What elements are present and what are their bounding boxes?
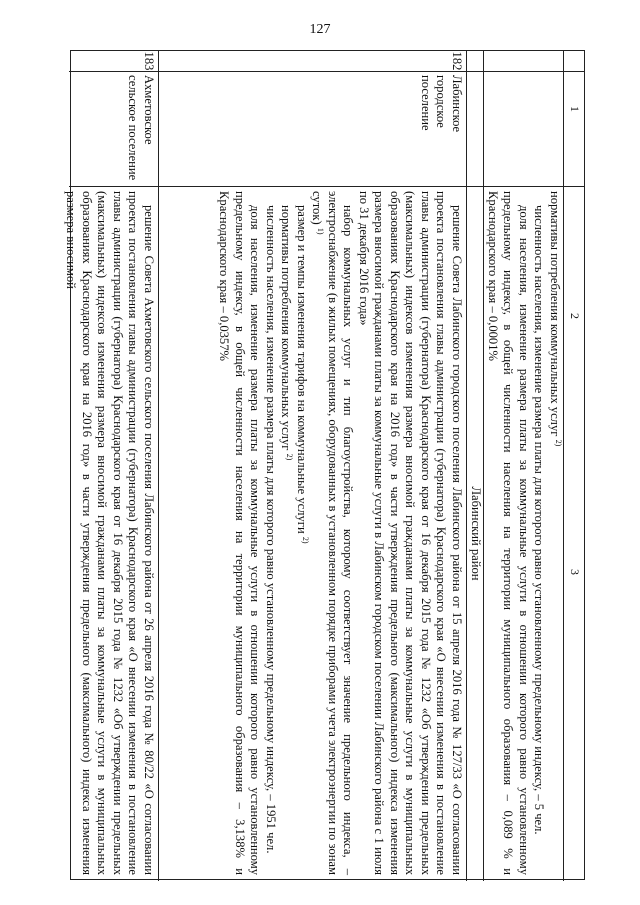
row-183-decision: решение Совета Ахметовского сельского поселения Лабинского района от 26 апреля 2016 года № 80/22 «О согласовании проекта постановления главы администрации (губернатора) Краснодарского края «О внесении изменения в постановление главы администрации (губернатора) Краснодарского края от 16 декабря 2015 года № 1232 «Об утверждении предельных (максимальных) индексов изменения размера вносимой гражданами платы за коммунальные услуги в муниципальных образованиях Краснодарского края на 2016 год» в части утверждения предельного (максимального) индекса изменения размера вносимой [64,191,156,875]
row-182-name: Лабинское городское поселение [419,75,464,133]
rotated-table [64,50,585,880]
continued-norm-sup: 2) [554,439,564,447]
row-182-norm-sup: 2) [285,453,295,461]
row-divider-1 [483,51,484,881]
row-183-number: 183 [142,51,156,71]
column-divider-1 [69,71,584,72]
row-divider-3 [158,51,159,881]
row-182-share: доля населения, изменение размера платы за коммунальные услуги в отношении которого равно установленному предельному индексу, в общей численности населения на территории муниципального образования – 3,138% и Краснодарского края – 0,0357% [217,191,263,875]
page-number: 127 [309,22,331,37]
header-col-1: 1 [568,106,582,112]
row-182-tariff: размер и темпы изменения тарифов на коммунальные услуги [295,205,309,534]
row-183-text [64,191,156,875]
row-182-services: набор коммунальных услуг и тип благоустройства, которому соответствует значение предельного индекса, – электроснабжение (в жилых помещениях, оборудованных в установленном порядке приборами учета электроэнергии по зонам суток) [310,191,356,875]
row-divider-2 [466,51,467,881]
row-183-name: Ахметовское сельское поселение [126,75,156,181]
row-182-number: 182 [450,51,464,71]
header-col-3: 3 [568,569,582,575]
row-182-decision: решение Совета Лабинского городского поселения Лабинского района от 15 апреля 2016 года № 127/33 «О согласовании проекта постановления главы администрации (губернатора) Краснодарского края «О внесении изменения в постановление главы администрации (губернатора) Краснодарского края от 16 декабря 2015 года № 1232 «Об утверждении предельных (максимальных) индексов изменения размера вносимой гражданами платы за коммунальные услуги в муниципальных образованиях Краснодарского края на 2016 год» в части утверждения предельного (максимального) индекса изменения размера вносимой гражданами платы за коммунальные услуги в Лабинском городском поселении Лабинского района с 1 июля по 31 декабря 2016 года» [357,191,464,875]
region-header: Лабинский район [469,486,483,581]
continued-row-text [486,191,562,875]
table-header-row [563,51,584,881]
row-182-services-sup: 1) [316,227,326,235]
row-182-population: численность населения, изменение размера платы для которого равно установленному предельному индексу, – 1951 чел. [264,205,278,854]
continued-share-line: доля населения, изменение размера платы за коммунальные услуги в отношении которого равно установленному предельному индексу, в общей численности населения на территории муниципального образования – 0,089 % и Краснодарского края – 0,0001% [486,191,531,875]
row-182-tariff-sup: 2) [301,536,311,544]
row-182-norm: нормативы потребления коммунальных услуг [279,205,294,451]
row-182-text [164,191,464,875]
column-divider-2 [69,186,584,187]
continued-norm-line: нормативы потребления коммунальных услуг [548,191,562,437]
header-col-2: 2 [568,313,582,319]
table-viewport [64,50,585,880]
continued-population-line: численность населения, изменение размера платы для которого равно установленному предельному индексу, – 5 чел. [532,205,547,835]
